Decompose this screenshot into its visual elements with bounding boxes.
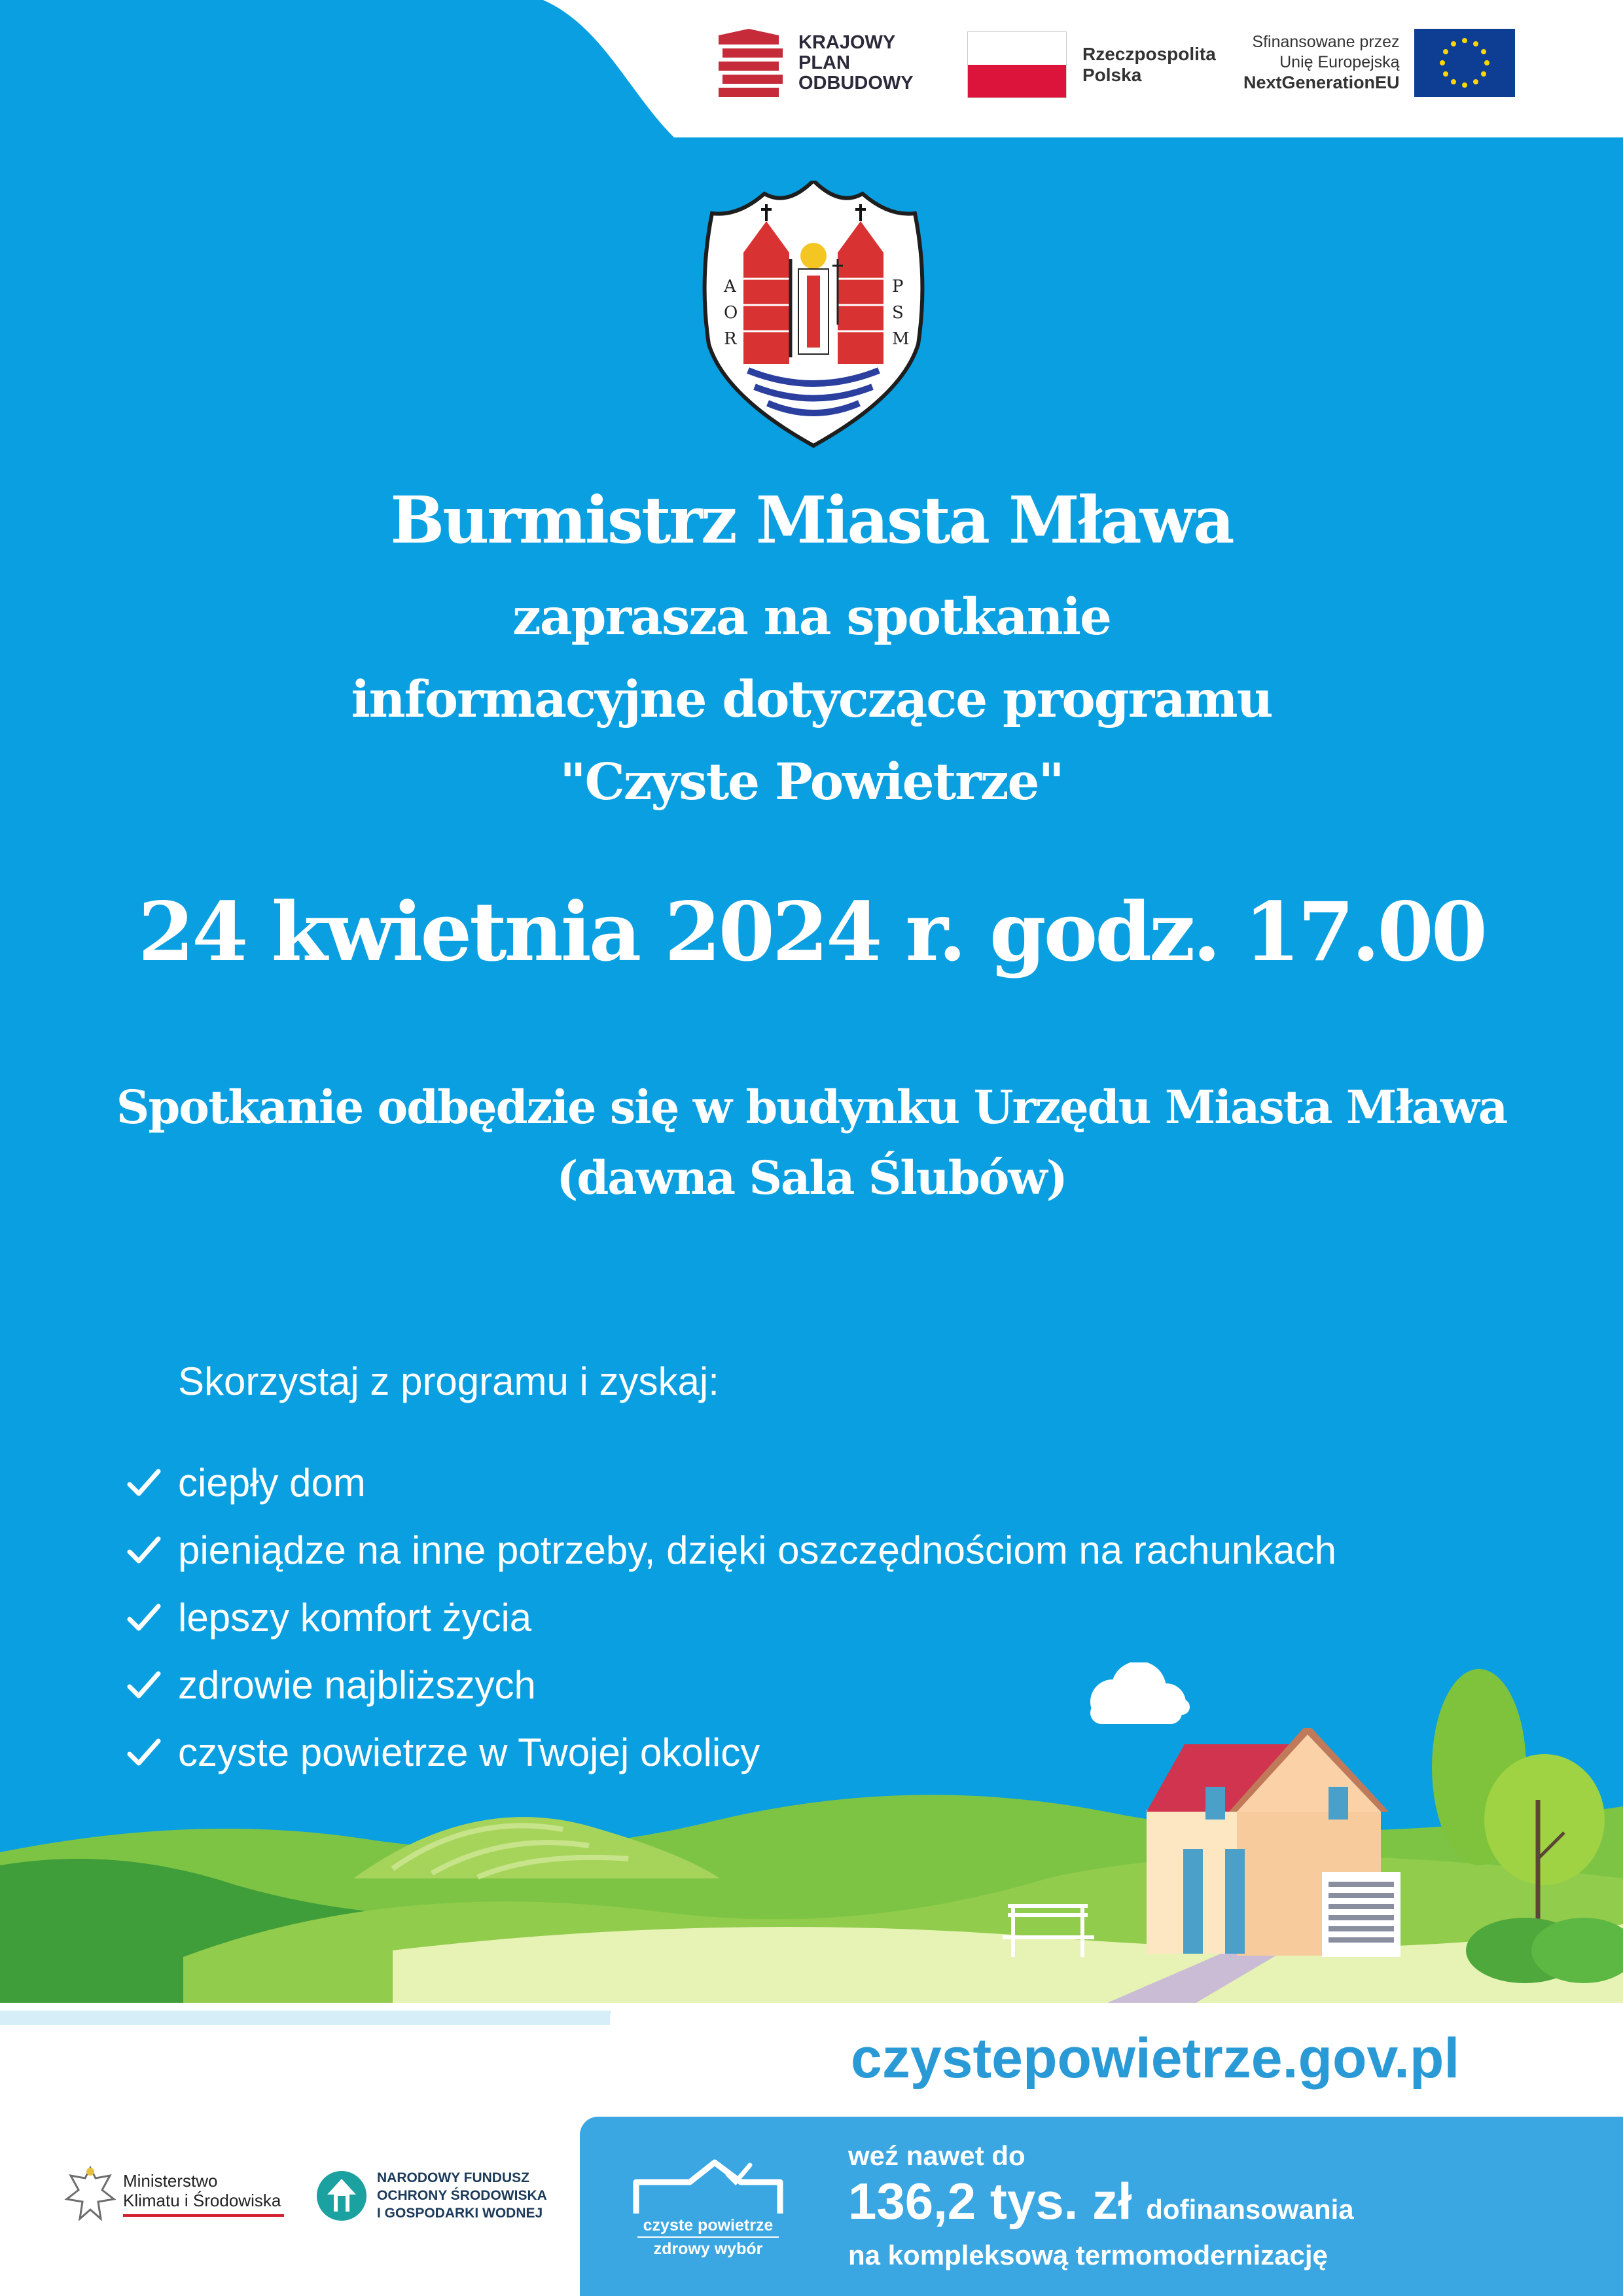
kpo-logo xyxy=(719,29,914,97)
cp-logo-line-1: czyste powietrze xyxy=(643,2216,774,2234)
benefit-text: lepszy komfort życia xyxy=(178,1596,532,1640)
checkmark-icon xyxy=(124,1598,164,1638)
kpo-stripes-icon xyxy=(719,29,783,97)
rp-line-2: Polska xyxy=(1082,65,1142,85)
benefit-text: pieniądze na inne potrzeby, dzięki oszczędnościom na rachunkach xyxy=(178,1528,1336,1572)
promo-amount-line xyxy=(848,2172,1354,2231)
kpo-line-1: KRAJOWY xyxy=(798,31,896,53)
rp-line-1: Rzeczpospolita xyxy=(1082,44,1216,64)
venue-line-2: (dawna Sala Ślubów) xyxy=(556,1151,1067,1205)
benefit-item xyxy=(124,1516,1336,1584)
event-date: 24 kwietnia 2024 r. godz. 17.00 xyxy=(137,885,1486,980)
eu-flag-icon xyxy=(1414,29,1515,97)
ministry-line-1: Ministerstwo xyxy=(123,2171,218,2191)
nfosigw-line-3: I GOSPODARKI WODNEJ xyxy=(377,2206,543,2221)
checkmark-icon xyxy=(124,1463,164,1503)
benefit-item xyxy=(124,1584,1336,1651)
promo-amount: 136,2 tys. zł xyxy=(848,2172,1132,2230)
eu-line-3: NextGenerationEU xyxy=(1243,73,1400,92)
invitation-line-3: "Czyste Powietrze" xyxy=(560,753,1063,812)
benefit-item xyxy=(124,1449,1336,1516)
house-icon xyxy=(1147,1728,1400,1957)
website-link[interactable]: czystepowietrze.gov.pl xyxy=(851,2027,1460,2090)
ministry-line-2: Klimatu i Środowiska xyxy=(123,2191,281,2210)
rp-logo xyxy=(967,31,1216,98)
czyste-powietrze-logo xyxy=(630,2153,787,2265)
invitation-text xyxy=(0,576,1623,823)
benefits-intro: Skorzystaj z programu i zyskaj: xyxy=(178,1359,719,1403)
venue-line-1: Spotkanie odbędzie się w budynku Urzędu Miasta Mława xyxy=(116,1080,1507,1134)
nfosigw-logo xyxy=(315,2169,547,2222)
coat-letter-a: A xyxy=(724,277,736,296)
cp-logo-line-2: zdrowy wybór xyxy=(653,2240,763,2258)
checkmark-icon xyxy=(124,1531,164,1570)
landscape-illustration xyxy=(0,1662,1623,2029)
coat-letter-o: O xyxy=(724,303,738,323)
coat-letter-m: M xyxy=(892,329,910,349)
kpo-line-2: PLAN xyxy=(798,52,850,73)
eu-line-1: Sfinansowane przez xyxy=(1252,33,1400,51)
coat-letter-r: R xyxy=(724,329,737,349)
benefit-text: zdrowie najbliższych xyxy=(178,1663,536,1707)
coat-of-arms-icon xyxy=(692,181,935,449)
cloud-icon xyxy=(1090,1662,1190,1724)
polish-flag-icon xyxy=(967,31,1067,98)
nfosigw-line-1: NARODOWY FUNDUSZ xyxy=(377,2170,529,2185)
nfosigw-line-2: OCHRONY ŚRODOWISKA xyxy=(377,2188,547,2203)
promo-description: na kompleksową termomodernizację xyxy=(848,2240,1328,2270)
eu-line-2: Unię Europejską xyxy=(1279,53,1400,71)
venue-text xyxy=(0,1072,1623,1213)
benefit-text: ciepły dom xyxy=(178,1461,366,1505)
footer-strip xyxy=(0,2011,615,2025)
promo-amount-suffix: dofinansowania xyxy=(1146,2194,1354,2225)
coat-letter-s: S xyxy=(892,303,904,323)
invitation-line-1: zaprasza na spotkanie xyxy=(512,588,1111,647)
kpo-line-3: ODBUDOWY xyxy=(798,72,914,94)
invitation-line-2: informacyjne dotyczące programu xyxy=(351,670,1272,729)
promo-intro: weź nawet do xyxy=(848,2140,1026,2171)
coat-letter-p: P xyxy=(892,277,904,296)
eu-logo xyxy=(1243,29,1515,97)
ministry-logo xyxy=(64,2164,284,2224)
poster-title: Burmistrz Miasta Mława xyxy=(390,483,1233,558)
benefit-text: czyste powietrze w Twojej okolicy xyxy=(178,1731,760,1774)
nfosigw-emblem-icon xyxy=(315,2170,368,2222)
polish-eagle-icon xyxy=(64,2164,116,2224)
